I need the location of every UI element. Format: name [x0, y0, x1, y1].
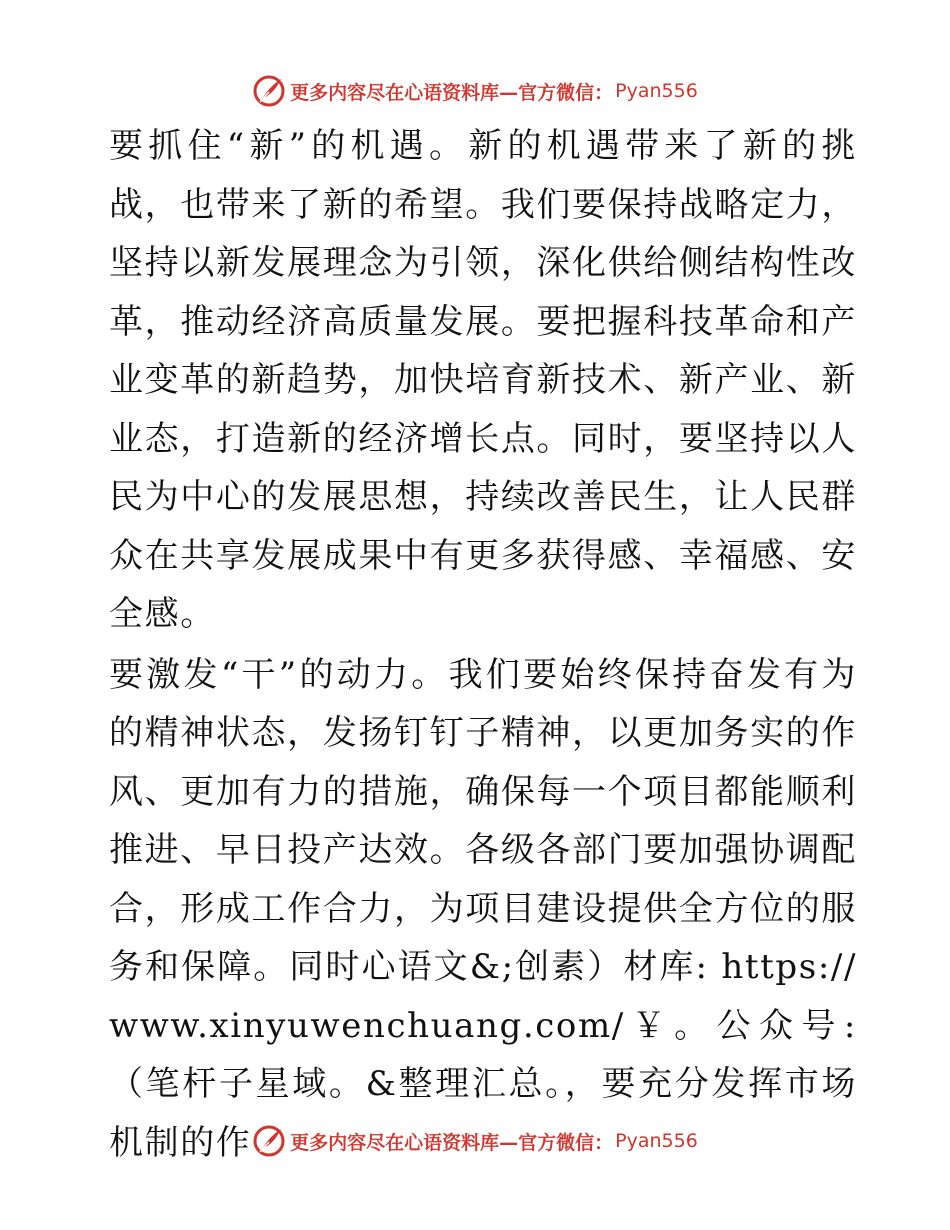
banner-text: 更多内容尽在心语资料库—官方微信： — [290, 81, 614, 104]
banner-text: 更多内容尽在心语资料库—官方微信： — [290, 1131, 614, 1154]
footer-banner — [0, 1121, 950, 1161]
feather-quill-icon — [252, 1124, 286, 1158]
document-body — [97, 117, 857, 1172]
body-paragraph-1: 要抓住“新”的机遇。新的机遇带来了新的挑战，也带来了新的希望。我们要保持战略定力，坚持以新发展理念为引领，深化供给侧结构性改革，推动经济高质量发展。要把握科技革命和产业变革的新趋势，加快培育新技术、新产业、新业态，打造新的经济增长点。同时，要坚持以人民为中心的发展思想，持续改善民生，让人民群众在共享发展成果中有更多获得感、幸福感、安全感。 — [109, 126, 857, 634]
wechat-id: Pyan556 — [615, 80, 698, 102]
body-paragraph-2: 要激发“干”的动力。我们要始终保持奋发有为的精神状态，发扬钉钉子精神，以更加务实的作风、更加有力的措施，确保每一个项目都能顺利推进、早日投产达效。各级各部门要加强协调配合，形成工作合力，为项目建设提供全方位的服务和保障。同时心语文&;创素）材库: https://www.xinyuwenchuang.com/￥。公众号: （笔杆子星域。&整理汇总。，要充分发挥市场机制的作 — [109, 654, 857, 1163]
feather-quill-icon — [252, 74, 286, 108]
header-banner — [0, 71, 950, 111]
wechat-id: Pyan556 — [615, 1130, 698, 1152]
